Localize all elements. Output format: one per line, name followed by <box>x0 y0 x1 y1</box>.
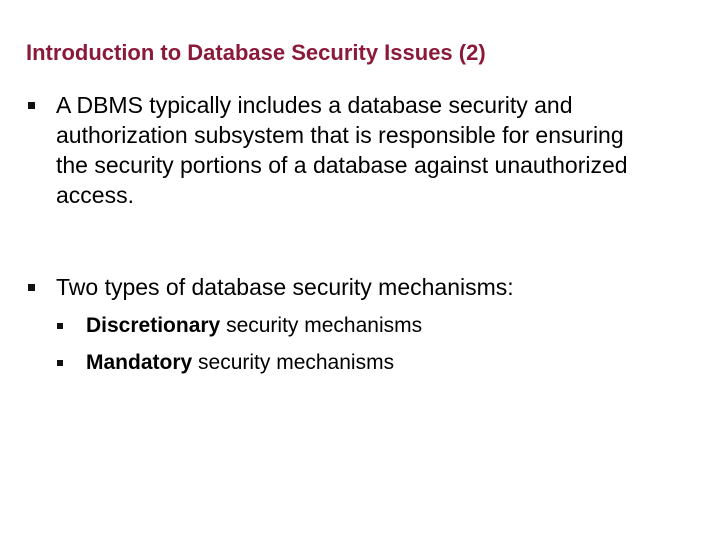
sub-bullet-emphasis: Mandatory <box>86 351 193 374</box>
slide-title: Introduction to Database Security Issues (2) <box>26 40 486 65</box>
sub-bullet-text <box>86 312 646 340</box>
sub-bullet-text <box>86 349 646 377</box>
sub-bullet-emphasis: Discretionary <box>86 314 221 337</box>
sub-bullet-rest: security mechanisms <box>192 351 395 374</box>
square-bullet-icon <box>57 360 63 366</box>
square-bullet-icon <box>28 284 35 291</box>
square-bullet-icon <box>28 102 35 109</box>
sub-bullet-rest: security mechanisms <box>220 314 423 337</box>
bullet-text: Two types of database security mechanisms: <box>56 274 514 300</box>
bullet-text: A DBMS typically includes a database security and authorization subsystem that is responsible for ensuring the security portions of a database against unauthorized access. <box>56 92 628 208</box>
square-bullet-icon <box>57 323 63 329</box>
